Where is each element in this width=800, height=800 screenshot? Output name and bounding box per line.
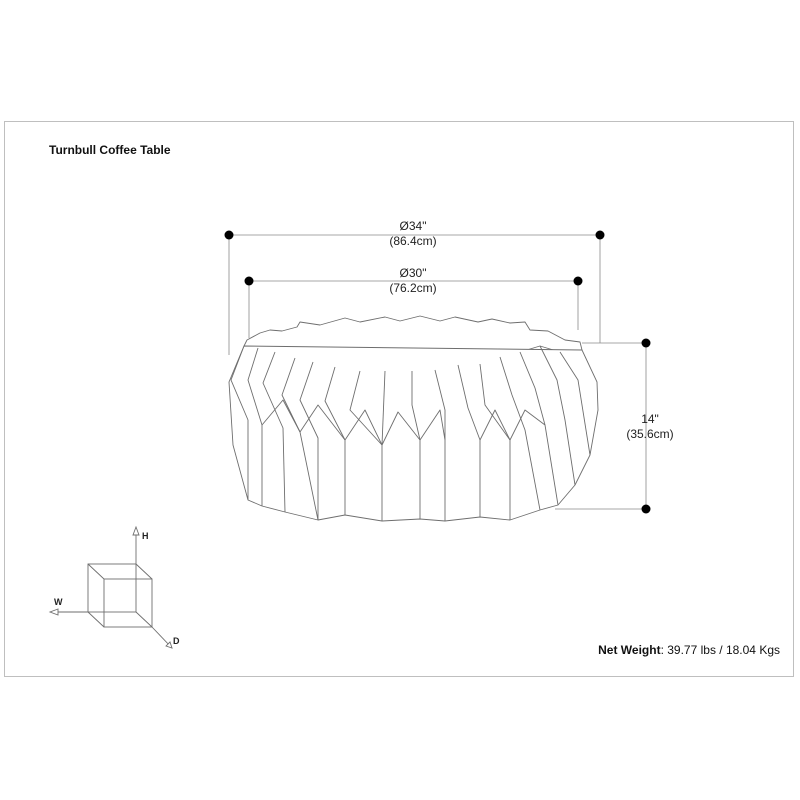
dot-top-left xyxy=(245,277,254,286)
height-metric: (35.6cm) xyxy=(626,427,674,441)
height-imperial: 14" xyxy=(641,412,659,426)
dot-height-top xyxy=(642,339,651,348)
top-diameter-metric: (76.2cm) xyxy=(389,281,437,295)
top-diameter-label xyxy=(363,266,463,296)
product-title: Turnbull Coffee Table xyxy=(49,143,171,157)
dot-height-bottom xyxy=(642,505,651,514)
dot-outer-left xyxy=(225,231,234,240)
axis-label-h: H xyxy=(142,531,149,541)
axis-label-w: W xyxy=(54,597,63,607)
table-outline xyxy=(229,316,598,521)
net-weight xyxy=(598,643,780,657)
outer-diameter-metric: (86.4cm) xyxy=(389,234,437,248)
height-label xyxy=(600,412,700,442)
top-diameter-imperial: Ø30" xyxy=(399,266,427,280)
axis-label-d: D xyxy=(173,636,180,646)
outer-diameter-label xyxy=(363,219,463,249)
net-weight-label: Net Weight xyxy=(598,643,661,657)
orientation-cube-icon xyxy=(50,527,172,648)
dot-top-right xyxy=(574,277,583,286)
net-weight-value: : 39.77 lbs / 18.04 Kgs xyxy=(660,643,780,657)
outer-diameter-imperial: Ø34" xyxy=(399,219,427,233)
dot-outer-right xyxy=(596,231,605,240)
